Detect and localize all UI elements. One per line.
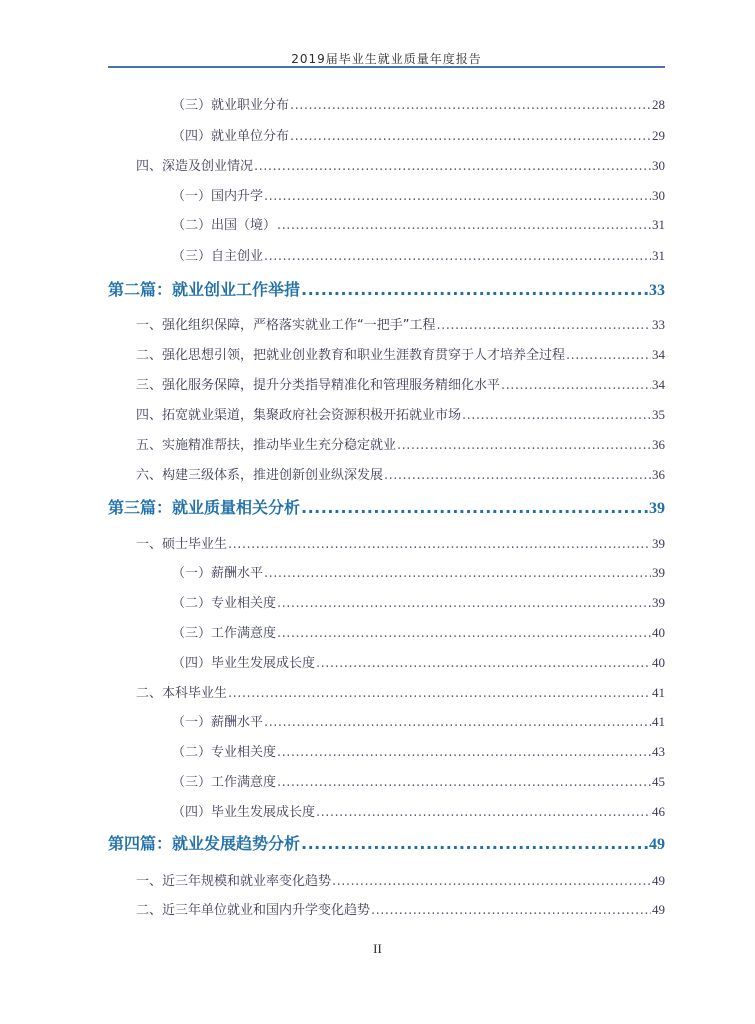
toc-entry[interactable]	[172, 245, 665, 264]
toc-leader	[264, 715, 651, 730]
toc-entry[interactable]	[172, 622, 665, 641]
toc-page-number: 35	[652, 407, 665, 422]
toc-entry[interactable]	[172, 562, 665, 581]
toc-entry-title: 第四篇：就业发展趋势分析	[108, 834, 301, 853]
toc-leader	[277, 596, 651, 611]
toc-entry-title: （四）毕业生发展成长度	[172, 805, 316, 820]
toc-leader	[228, 537, 651, 552]
toc-chapter-entry[interactable]	[108, 831, 665, 854]
toc-entry-title: （三）工作满意度	[172, 775, 277, 790]
toc-entry[interactable]	[172, 592, 665, 611]
toc-entry[interactable]	[136, 870, 665, 889]
toc-entry[interactable]	[136, 533, 665, 552]
toc-page-number: 45	[652, 774, 665, 789]
toc-page-number: 30	[652, 188, 665, 203]
toc-entry-title: （二）专业相关度	[172, 596, 277, 611]
running-header: 2019届毕业生就业质量年度报告	[291, 52, 482, 66]
toc-leader	[290, 98, 651, 113]
toc-page-number: 39	[649, 500, 665, 517]
toc-entry[interactable]	[172, 741, 665, 760]
toc-leader	[566, 348, 651, 363]
toc-page-number: 33	[649, 282, 665, 299]
toc-page-number: 29	[652, 128, 665, 143]
toc-page-number: 49	[652, 873, 665, 888]
toc-page-number: 39	[652, 565, 665, 580]
toc-leader	[397, 438, 651, 453]
toc-entry[interactable]	[172, 801, 665, 820]
toc-page-number: 39	[652, 536, 665, 551]
toc-leader	[290, 129, 651, 144]
toc-page-number: 41	[652, 685, 665, 700]
toc-page-number: 41	[652, 714, 665, 729]
toc-page-number: 49	[652, 902, 665, 917]
toc-entry[interactable]	[172, 185, 665, 204]
toc-entry-title: （一）国内升学	[172, 189, 264, 204]
toc-leader	[301, 834, 648, 853]
toc-entry-title: （四）就业单位分布	[172, 129, 290, 144]
toc-leader	[264, 566, 651, 581]
toc-page-number: 40	[652, 625, 665, 640]
toc-entry[interactable]	[136, 344, 665, 363]
toc-entry[interactable]	[172, 214, 665, 233]
toc-entry-title: 二、强化思想引领，把就业创业教育和职业生涯教育贯穿于人才培养全过程	[136, 348, 566, 363]
toc-entry[interactable]	[172, 771, 665, 790]
toc-entry[interactable]	[136, 314, 665, 333]
toc-page-number: 31	[652, 248, 665, 263]
toc-entry[interactable]	[136, 464, 665, 483]
toc-entry-title: 一、强化组织保障，严格落实就业工作“一把手”工程	[136, 318, 436, 333]
toc-chapter-entry[interactable]	[108, 495, 665, 518]
toc-entry-title: 二、本科毕业生	[136, 686, 228, 701]
toc-leader	[277, 745, 651, 760]
toc-page-number: 39	[652, 595, 665, 610]
toc-entry-title: 第二篇：就业创业工作举措	[108, 280, 301, 299]
toc-page-number: 40	[652, 655, 665, 670]
toc-page-number: 31	[652, 217, 665, 232]
toc-entry-title: （一）薪酬水平	[172, 715, 264, 730]
toc-page-number: 46	[652, 804, 665, 819]
toc-entry[interactable]	[136, 434, 665, 453]
toc-entry[interactable]	[172, 125, 665, 144]
toc-leader	[384, 468, 651, 483]
toc-leader	[501, 378, 651, 393]
toc-entry[interactable]	[136, 374, 665, 393]
toc-entry-title: 第三篇：就业质量相关分析	[108, 498, 301, 517]
toc-leader	[462, 408, 651, 423]
toc-entry[interactable]	[172, 94, 665, 113]
toc-entry-title: （三）就业职业分布	[172, 98, 290, 113]
toc-entry-title: （一）薪酬水平	[172, 566, 264, 581]
toc-leader	[264, 189, 651, 204]
toc-page-number: 43	[652, 744, 665, 759]
toc-entry-title: 四、拓宽就业渠道，集聚政府社会资源积极开拓就业市场	[136, 408, 462, 423]
toc-entry-title: 五、实施精准帮扶，推动毕业生充分稳定就业	[136, 438, 397, 453]
toc-page-number: 49	[649, 836, 665, 853]
toc-page-number: 36	[652, 467, 665, 482]
toc-leader	[277, 218, 651, 233]
toc-leader	[277, 626, 651, 641]
toc-entry[interactable]	[172, 652, 665, 671]
toc-leader	[264, 249, 651, 264]
toc-leader	[228, 686, 651, 701]
toc-page-number: 33	[652, 317, 665, 332]
header-rule	[108, 66, 665, 68]
toc-entry[interactable]	[136, 155, 665, 174]
toc-page-number: 36	[652, 437, 665, 452]
toc-entry[interactable]	[136, 404, 665, 423]
toc-page-number: 34	[652, 377, 665, 392]
toc-leader	[254, 159, 651, 174]
toc-entry-title: 一、硕士毕业生	[136, 537, 228, 552]
toc-leader	[316, 805, 651, 820]
toc-leader	[277, 775, 651, 790]
toc-entry[interactable]	[136, 899, 665, 918]
page-number: II	[373, 941, 382, 956]
toc-leader	[301, 280, 648, 299]
toc-leader	[332, 874, 651, 889]
toc-leader	[316, 656, 651, 671]
toc-entry-title: 一、近三年规模和就业率变化趋势	[136, 874, 332, 889]
toc-entry[interactable]	[136, 682, 665, 701]
toc-entry-title: （四）毕业生发展成长度	[172, 656, 316, 671]
toc-leader	[436, 318, 651, 333]
toc-entry-title: （三）工作满意度	[172, 626, 277, 641]
toc-leader	[301, 498, 648, 517]
toc-entry-title: （二）出国（境）	[172, 218, 277, 233]
toc-entry-title: 三、强化服务保障，提升分类指导精准化和管理服务精细化水平	[136, 378, 501, 393]
toc-entry-title: 二、近三年单位就业和国内升学变化趋势	[136, 903, 371, 918]
toc-page-number: 34	[652, 347, 665, 362]
toc-entry[interactable]	[172, 711, 665, 730]
toc-leader	[371, 903, 651, 918]
toc-page-number: 30	[652, 158, 665, 173]
toc-entry-title: （二）专业相关度	[172, 745, 277, 760]
toc-chapter-entry[interactable]	[108, 277, 665, 300]
toc-entry-title: 六、构建三级体系，推进创新创业纵深发展	[136, 468, 384, 483]
toc-page-number: 28	[652, 97, 665, 112]
toc-entry-title: （三）自主创业	[172, 249, 264, 264]
toc-entry-title: 四、深造及创业情况	[136, 159, 254, 174]
